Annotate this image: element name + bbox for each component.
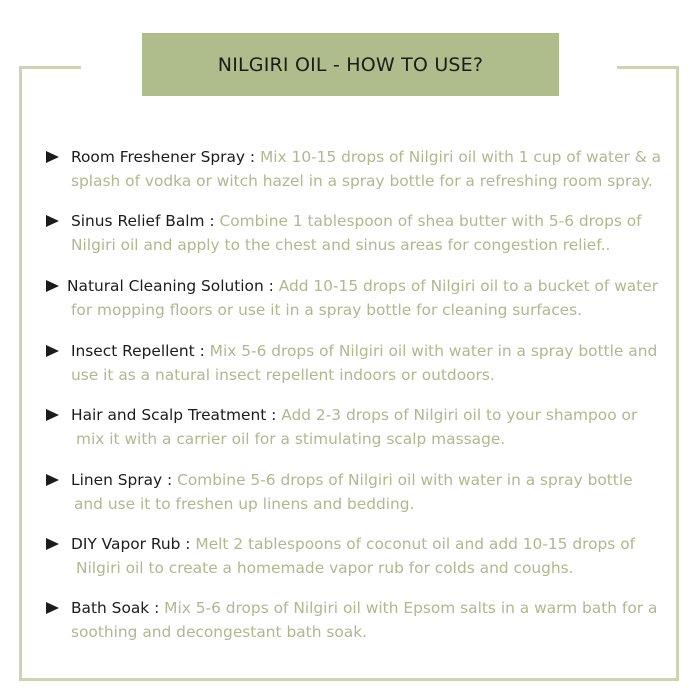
page-title: NILGIRI OIL - HOW TO USE? — [217, 53, 484, 76]
arrow-right-icon — [46, 345, 59, 357]
item-text-line1: Add 2-3 drops of Nilgiri oil to your shampoo or — [276, 406, 638, 424]
arrow-right-icon — [46, 409, 59, 421]
item-text-line2: soothing and decongestant bath soak. — [71, 623, 368, 641]
item-text-line2: for mopping floors or use it in a spray bottle for cleaning surfaces. — [71, 301, 583, 319]
item-label: Hair and Scalp Treatment : — [71, 406, 277, 424]
item-label: Sinus Relief Balm : — [71, 212, 215, 230]
item-text-line2: use it as a natural insect repellent indoors or outdoors. — [71, 366, 495, 384]
item-text-line1: Combine 5-6 drops of Nilgiri oil with water in a spray bottle — [172, 471, 633, 489]
item-text-line1: Mix 5-6 drops of Nilgiri oil with water in a spray bottle and — [204, 342, 658, 360]
arrow-right-icon — [46, 280, 59, 292]
item-text-line1: Add 10-15 drops of Nilgiri oil to a bucket of water — [273, 277, 659, 295]
item-text-line2: and use it to freshen up linens and bedding. — [74, 495, 415, 513]
item-text-line2: splash of vodka or witch hazel in a spray bottle for a refreshing room spray. — [71, 172, 653, 190]
item-text-line2: mix it with a carrier oil for a stimulating scalp massage. — [76, 430, 506, 448]
item-label: Linen Spray : — [71, 471, 173, 489]
item-label: Insect Repellent : — [71, 342, 205, 360]
item-label: Bath Soak : — [71, 599, 160, 617]
item-label: Room Freshener Spray : — [71, 148, 256, 166]
arrow-right-icon — [46, 602, 59, 614]
item-text-line1: Mix 5-6 drops of Nilgiri oil with Epsom salts in a warm bath for a — [159, 599, 658, 617]
title-banner — [142, 33, 559, 96]
arrow-right-icon — [46, 151, 59, 163]
arrow-right-icon — [46, 215, 59, 227]
item-text-line1: Combine 1 tablespoon of shea butter with 5-6 drops of — [214, 212, 642, 230]
arrow-right-icon — [46, 474, 59, 486]
item-text-line2: Nilgiri oil to create a homemade vapor rub for colds and coughs. — [76, 559, 574, 577]
arrow-right-icon — [46, 538, 59, 550]
item-label: DIY Vapor Rub : — [71, 535, 191, 553]
item-text-line2: Nilgiri oil and apply to the chest and sinus areas for congestion relief.. — [71, 236, 611, 254]
item-text-line1: Mix 10-15 drops of Nilgiri oil with 1 cup of water & a — [255, 148, 662, 166]
item-label: Natural Cleaning Solution : — [67, 277, 274, 295]
item-text-line1: Melt 2 tablespoons of coconut oil and add 10-15 drops of — [190, 535, 636, 553]
